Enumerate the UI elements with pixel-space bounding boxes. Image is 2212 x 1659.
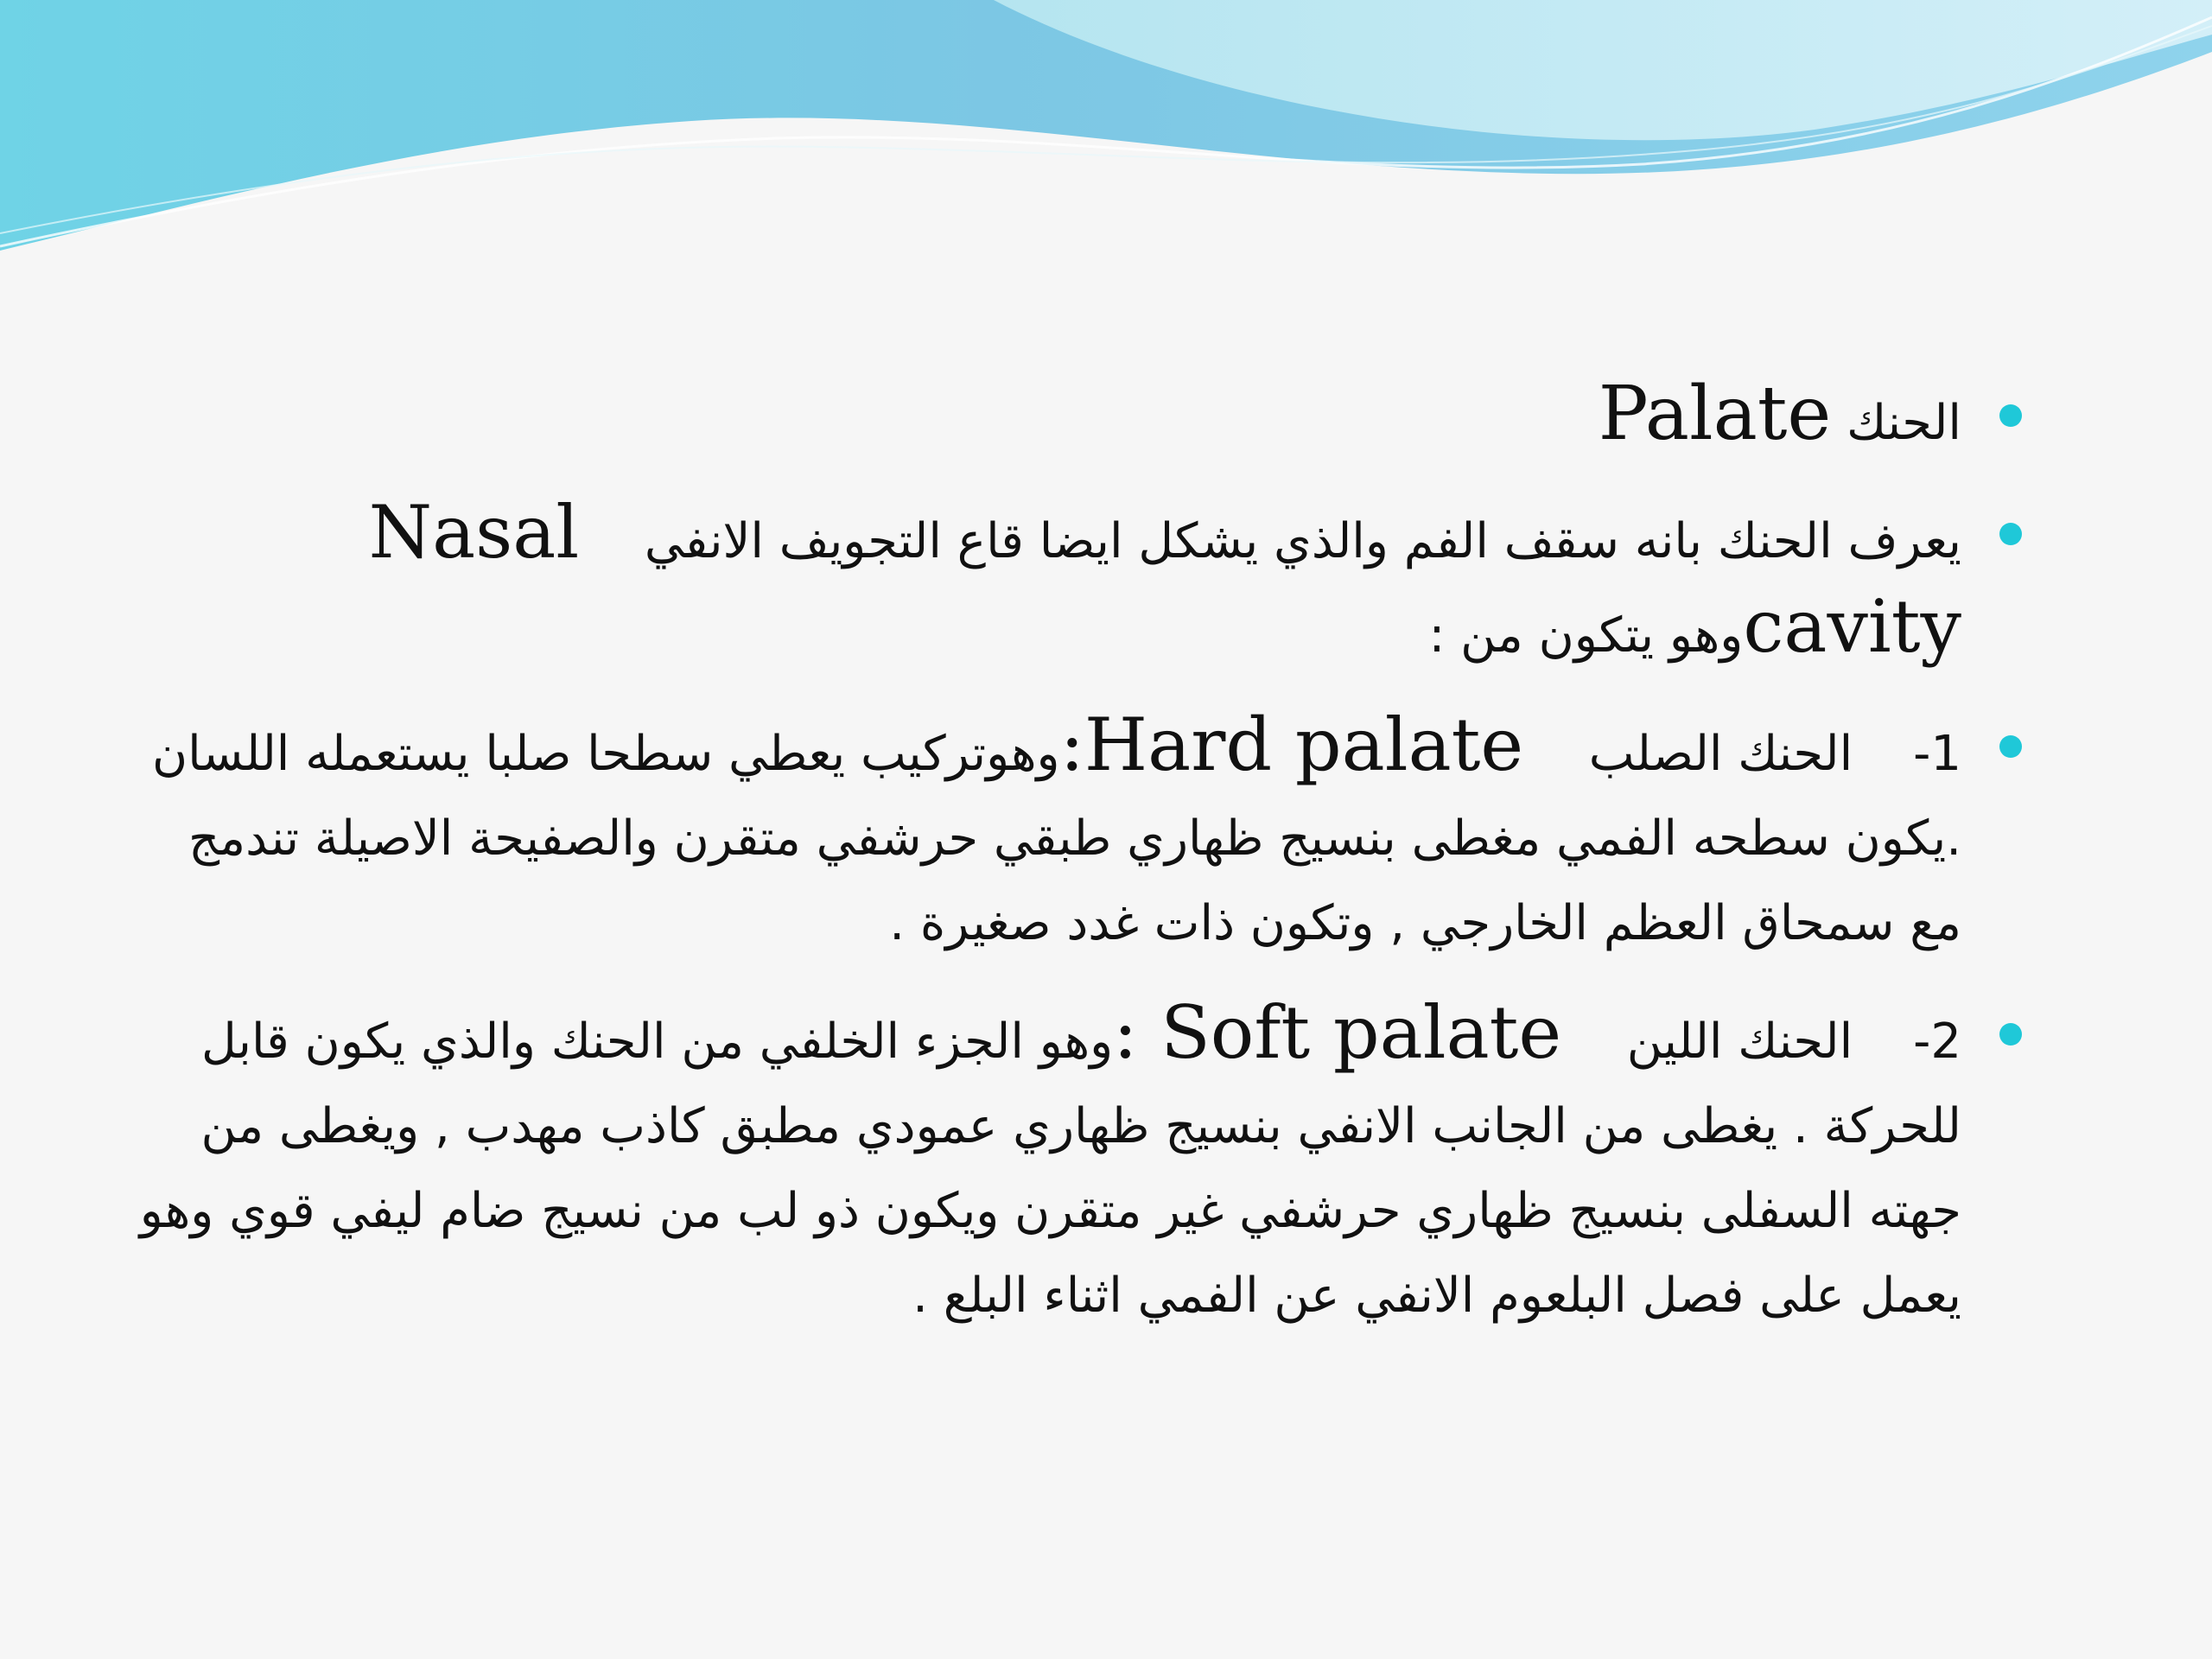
bullet-dot <box>1999 1023 2022 1046</box>
hard-palate-arabic: الحنك الصلب <box>1588 726 1853 782</box>
bullet-dot <box>1999 523 2022 545</box>
bullet-definition <box>130 490 2031 678</box>
bullet-palate <box>130 372 2031 466</box>
item-number: 2- <box>1913 1014 1961 1070</box>
nasal-cavity-term: Nasal cavity <box>368 490 1961 669</box>
bullet-dot <box>1999 735 2022 758</box>
palate-latin: Palate <box>1598 371 1832 457</box>
bullet-soft-palate <box>130 990 2031 1338</box>
slide-content <box>130 372 2031 1363</box>
palate-arabic: الحنك <box>1847 395 1961 451</box>
soft-palate-description: وهو الجزء الخلفي من الحنك والذي يكون قابل للحركة . يغطى من الجانب الانفي بنسيج ظهاري عمودي مطبق كاذب مهدب , ويغطى من جهته السفلى بنسيج ظهاري حرشفي غير متقرن ويكون ذو لب من نسيج ضام ليفي قوي وهو يعمل على فصل البلعوم الانفي عن الفمي اثناء البلع . <box>139 1014 1961 1324</box>
header-wave-decoration <box>0 0 2212 294</box>
bullet-dot <box>1999 404 2022 427</box>
definition-text-a: يعرف الحنك بانه سقف الفم والذي يشكل ايضا قاع التجويف الانفي <box>644 513 1961 569</box>
item-number: 1- <box>1913 726 1961 782</box>
soft-palate-term: Soft palate : <box>1113 990 1562 1075</box>
hard-palate-description: وهوتركيب يعطي سطحا صلبا يستعمله اللسان .يكون سطحه الفمي مغطى بنسيج ظهاري طبقي حرشفي متقرن والصفيحة الاصيلة تندمج مع سمحاق العظم الخارجي , وتكون ذات غدد صغيرة . <box>152 726 1961 951</box>
bullet-hard-palate <box>130 702 2031 966</box>
definition-text-b: وهو يتكون من : <box>1428 607 1744 664</box>
hard-palate-term: Hard palate: <box>1059 702 1524 787</box>
bullet-list <box>130 372 2031 1338</box>
soft-palate-arabic: الحنك اللين <box>1626 1014 1853 1070</box>
